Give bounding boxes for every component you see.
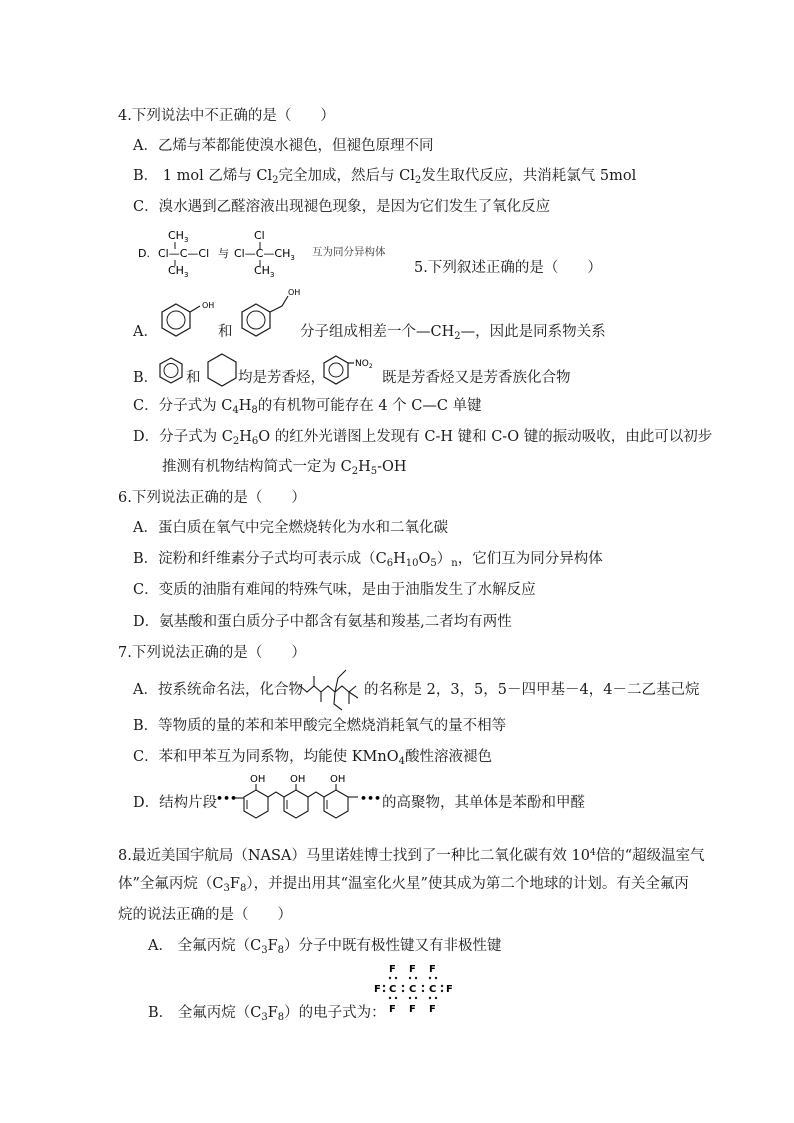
svg-text:F: F: [389, 964, 396, 975]
mol1-mid: Cl—C—Cl: [158, 247, 210, 260]
q5-b-label: B．: [133, 370, 159, 386]
q6-option-c: C．变质的油脂有难闻的特殊气味，是由于油脂发生了水解反应: [133, 582, 536, 598]
nitrobenzene-structure: [322, 352, 382, 386]
svg-text:F: F: [446, 984, 453, 995]
q7-option-c: C．苯和甲苯互为同系物，均能使 KMnO$_4$酸性溶液褪色: [133, 749, 492, 767]
svg-text:F: F: [409, 1004, 416, 1015]
svg-text:OH: OH: [330, 774, 346, 785]
svg-text:C: C: [429, 984, 437, 995]
svg-text:•••: •••: [216, 792, 238, 805]
svg-text:F: F: [374, 984, 381, 995]
q6-option-d: D．氨基酸和蛋白质分子中都含有氨基和羧基,二者均有两性: [133, 614, 512, 630]
svg-text:C: C: [409, 984, 417, 995]
svg-text:F: F: [409, 964, 416, 975]
q4-option-a: A．乙烯与苯都能使溴水褪色，但褪色原理不同: [133, 138, 434, 154]
q6-option-a: A．蛋白质在氧气中完全燃烧转化为水和二氧化碳: [133, 520, 448, 536]
q4-d-and: 与: [218, 247, 229, 260]
q7-option-a-post: 的名称是 2，3，5，5－四甲基－4，4－二乙基己烷: [364, 682, 700, 698]
q4-option-c: C．溴水遇到乙醛溶液出现褪色现象，是因为它们发生了氧化反应: [133, 199, 551, 215]
q8-option-a: A． 全氟丙烷$(C_3F_8)$分子中既有极性键又有非极性键: [148, 938, 502, 956]
phenol-structure: [160, 296, 214, 346]
q5-option-d: D．分子式为 $C_2H_6O$ 的红外光谱图上发现有 C-H 键和 C-O 键的振动吸收，由此可以初步: [133, 429, 713, 447]
q4-stem: 4.下列说法中不正确的是（ ）: [118, 108, 335, 124]
mol2-mid: $Cl—C—CH_3$: [234, 247, 295, 262]
q5-b-text1: 均是芳香烃，: [238, 370, 325, 386]
q7-d-post: 的高聚物，其单体是苯酚和甲醛: [382, 795, 585, 811]
mol2-top: Cl: [254, 229, 265, 242]
svg-text:•••: •••: [360, 792, 382, 805]
svg-text:F: F: [429, 1004, 436, 1015]
q7-option-a-pre: A．按系统命名法，化合物: [133, 682, 303, 698]
q5-option-a-text: 分子组成相差一个$—CH_2—$，因此是同系物关系: [300, 324, 606, 342]
q5-b-text2: 既是芳香烃又是芳香族化合物: [382, 370, 571, 386]
svg-text:F: F: [389, 1004, 396, 1015]
q8-stem-line1: 8.最近美国宇航局（NASA）马里诺娃博士找到了一种比二氧化碳有效 $10^4$倍的“超级温室气: [118, 848, 705, 864]
phenol-formaldehyde-polymer-fragment: [216, 772, 382, 830]
q5-a-and: 和: [218, 324, 233, 340]
q8-stem-line3: 烷的说法正确的是（ ）: [118, 907, 292, 923]
mol1-top: $CH_3$: [168, 229, 189, 244]
svg-text:OH: OH: [250, 774, 266, 785]
q4-option-d-structures: [136, 224, 436, 280]
svg-text:OH: OH: [288, 288, 301, 297]
q4-option-b: B． 1 mol 乙烯与 $Cl_2$完全加成，然后与 $Cl_2$发生取代反应，共消耗氯气 5mol: [133, 168, 637, 186]
q5-option-c: C．分子式为 $C_4H_8$的有机物可能存在 4 个 C—C 单键: [133, 398, 482, 416]
q4-d-text: 互为同分异构体: [312, 246, 386, 258]
q5-a-label: A．: [133, 324, 158, 340]
svg-text:F: F: [429, 964, 436, 975]
q6-stem: 6.下列说法正确的是（ ）: [118, 490, 306, 506]
mol2-bot: $CH_3$: [254, 264, 275, 279]
mol1-bot: $CH_3$: [168, 264, 189, 279]
svg-text:OH: OH: [290, 774, 306, 785]
q4-d-label: D.: [138, 247, 150, 260]
svg-text:NO2: $NO_2$: [355, 359, 373, 370]
q5-b-and: 和: [186, 370, 201, 386]
benzene-structure: [158, 356, 184, 386]
q8-stem-line2: 体”全氟丙烷$(C_3F_8)$，并提出用其“温室化火星”使其成为第二个地球的计划。有关全氟丙: [118, 876, 689, 894]
q7-d-label: D．结构片段: [133, 795, 218, 811]
alkane-skeleton-structure: [298, 664, 364, 712]
q6-option-b: B．淀粉和纤维素分子式均可表示成$(C_6H_{10}O_5)_n$，它们互为同分异构体: [133, 551, 603, 569]
q5-stem: 5.下列叙述正确的是（ ）: [414, 260, 602, 276]
q7-stem: 7.下列说法正确的是（ ）: [118, 645, 306, 661]
svg-text:OH: OH: [202, 301, 215, 310]
q7-option-b: B．等物质的量的苯和苯甲酸完全燃烧消耗氧气的量不相等: [133, 718, 507, 734]
benzyl-alcohol-structure: [238, 286, 301, 346]
q8-option-b: B． 全氟丙烷$(C_3F_8)$的电子式为：: [148, 1005, 386, 1023]
svg-text:C: C: [389, 984, 397, 995]
q5-option-d-line2: 推测有机物结构简式一定为 $C_2H_5-OH$: [162, 459, 407, 477]
cyclohexane-structure: [206, 352, 238, 388]
